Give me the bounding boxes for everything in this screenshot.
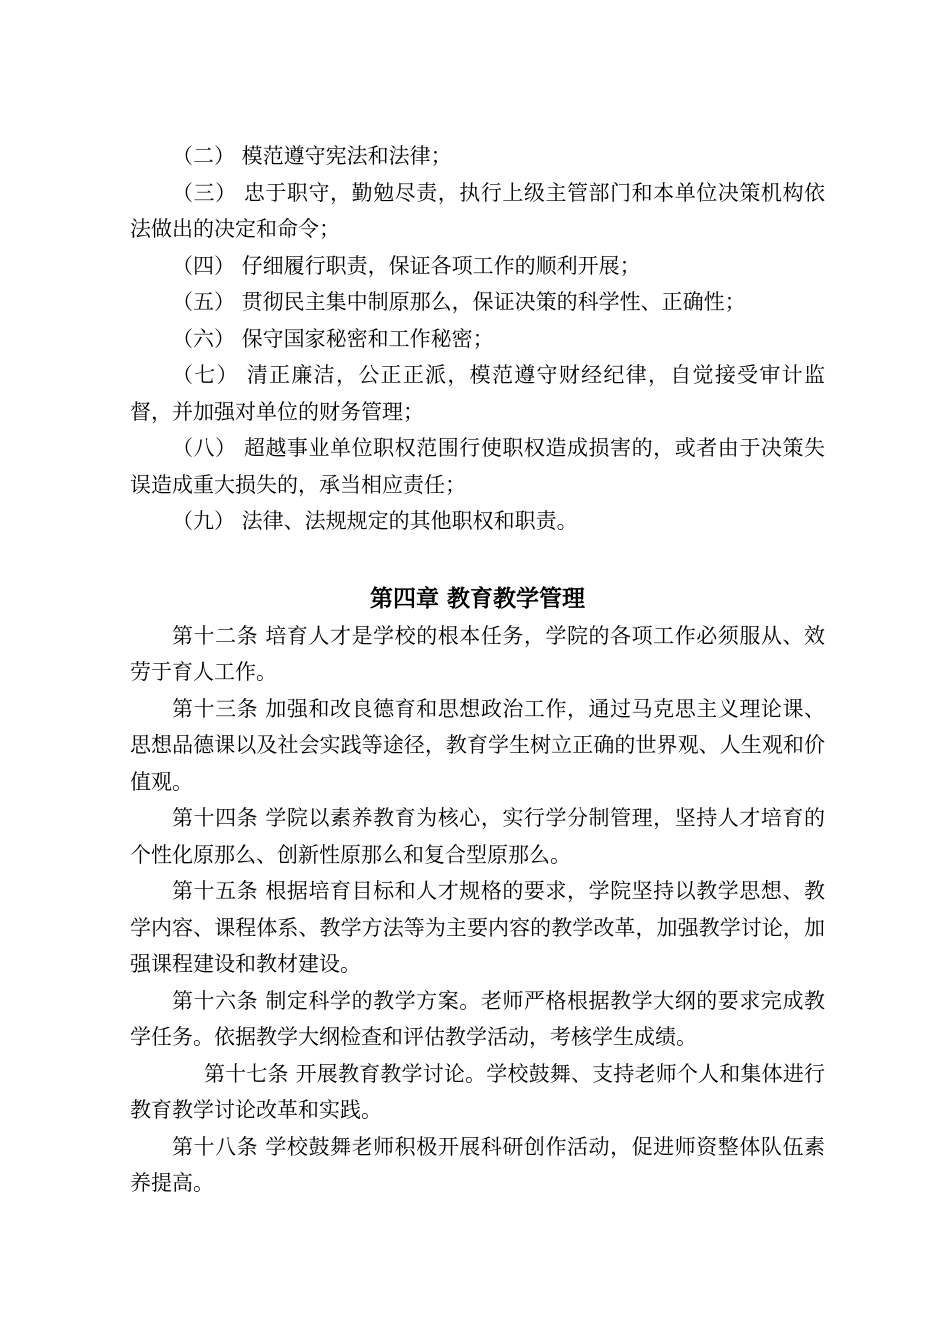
article-17: 第十七条 开展教育教学讨论。学校鼓舞、支持老师个人和集体进行教育教学讨论改革和实践。 bbox=[130, 1061, 825, 1122]
chapter-title: 第四章 教育教学管理 bbox=[369, 585, 585, 612]
article-13: 第十三条 加强和改良德育和思想政治工作，通过马克思主义理论课、思想品德课以及社会实践等途径，教育学生树立正确的世界观、人生观和价值观。 bbox=[130, 696, 825, 794]
document-body bbox=[130, 138, 825, 1202]
article-15: 第十五条 根据培育目标和人才规格的要求，学院坚持以教学思想、教学内容、课程体系、教学方法等为主要内容的教学改革，加强教学讨论，加强课程建设和教材建设。 bbox=[130, 879, 825, 976]
duty-item-7: （七） 清正廉洁，公正正派，模范遵守财经纪律，自觉接受审计监督，并加强对单位的财务管理； bbox=[130, 363, 825, 424]
duty-item-5: （五） 贯彻民主集中制原那么，保证决策的科学性、正确性； bbox=[172, 290, 746, 314]
article-18: 第十八条 学校鼓舞老师积极开展科研创作活动，促进师资整体队伍素养提高。 bbox=[130, 1134, 825, 1195]
section-spacer bbox=[130, 540, 825, 580]
duty-item-2: （二） 模范遵守宪法和法律； bbox=[172, 144, 452, 168]
article-14: 第十四条 学院以素养教育为核心，实行学分制管理，坚持人才培育的个性化原那么、创新性原那么和复合型原那么。 bbox=[130, 806, 825, 867]
duty-item-6: （六） 保守国家秘密和工作秘密； bbox=[172, 326, 494, 351]
duty-item-3: （三） 忠于职守，勤勉尽责，执行上级主管部门和本单位决策机构依法做出的决定和命令； bbox=[130, 180, 825, 241]
duty-item-9: （九） 法律、法规规定的其他职权和职责。 bbox=[172, 509, 578, 533]
duty-item-4: （四） 仔细履行职责，保证各项工作的顺利开展； bbox=[172, 253, 641, 278]
article-16: 第十六条 制定科学的教学方案。老师严格根据教学大纲的要求完成教学任务。依据教学大纲检查和评估教学活动，考核学生成绩。 bbox=[130, 988, 825, 1049]
article-12: 第十二条 培育人才是学校的根本任务，学院的各项工作必须服从、效劳于育人工作。 bbox=[130, 623, 825, 684]
duty-item-8: （八） 超越事业单位职权范围行使职权造成损害的，或者由于决策失误造成重大损失的，承当相应责任； bbox=[130, 436, 825, 497]
